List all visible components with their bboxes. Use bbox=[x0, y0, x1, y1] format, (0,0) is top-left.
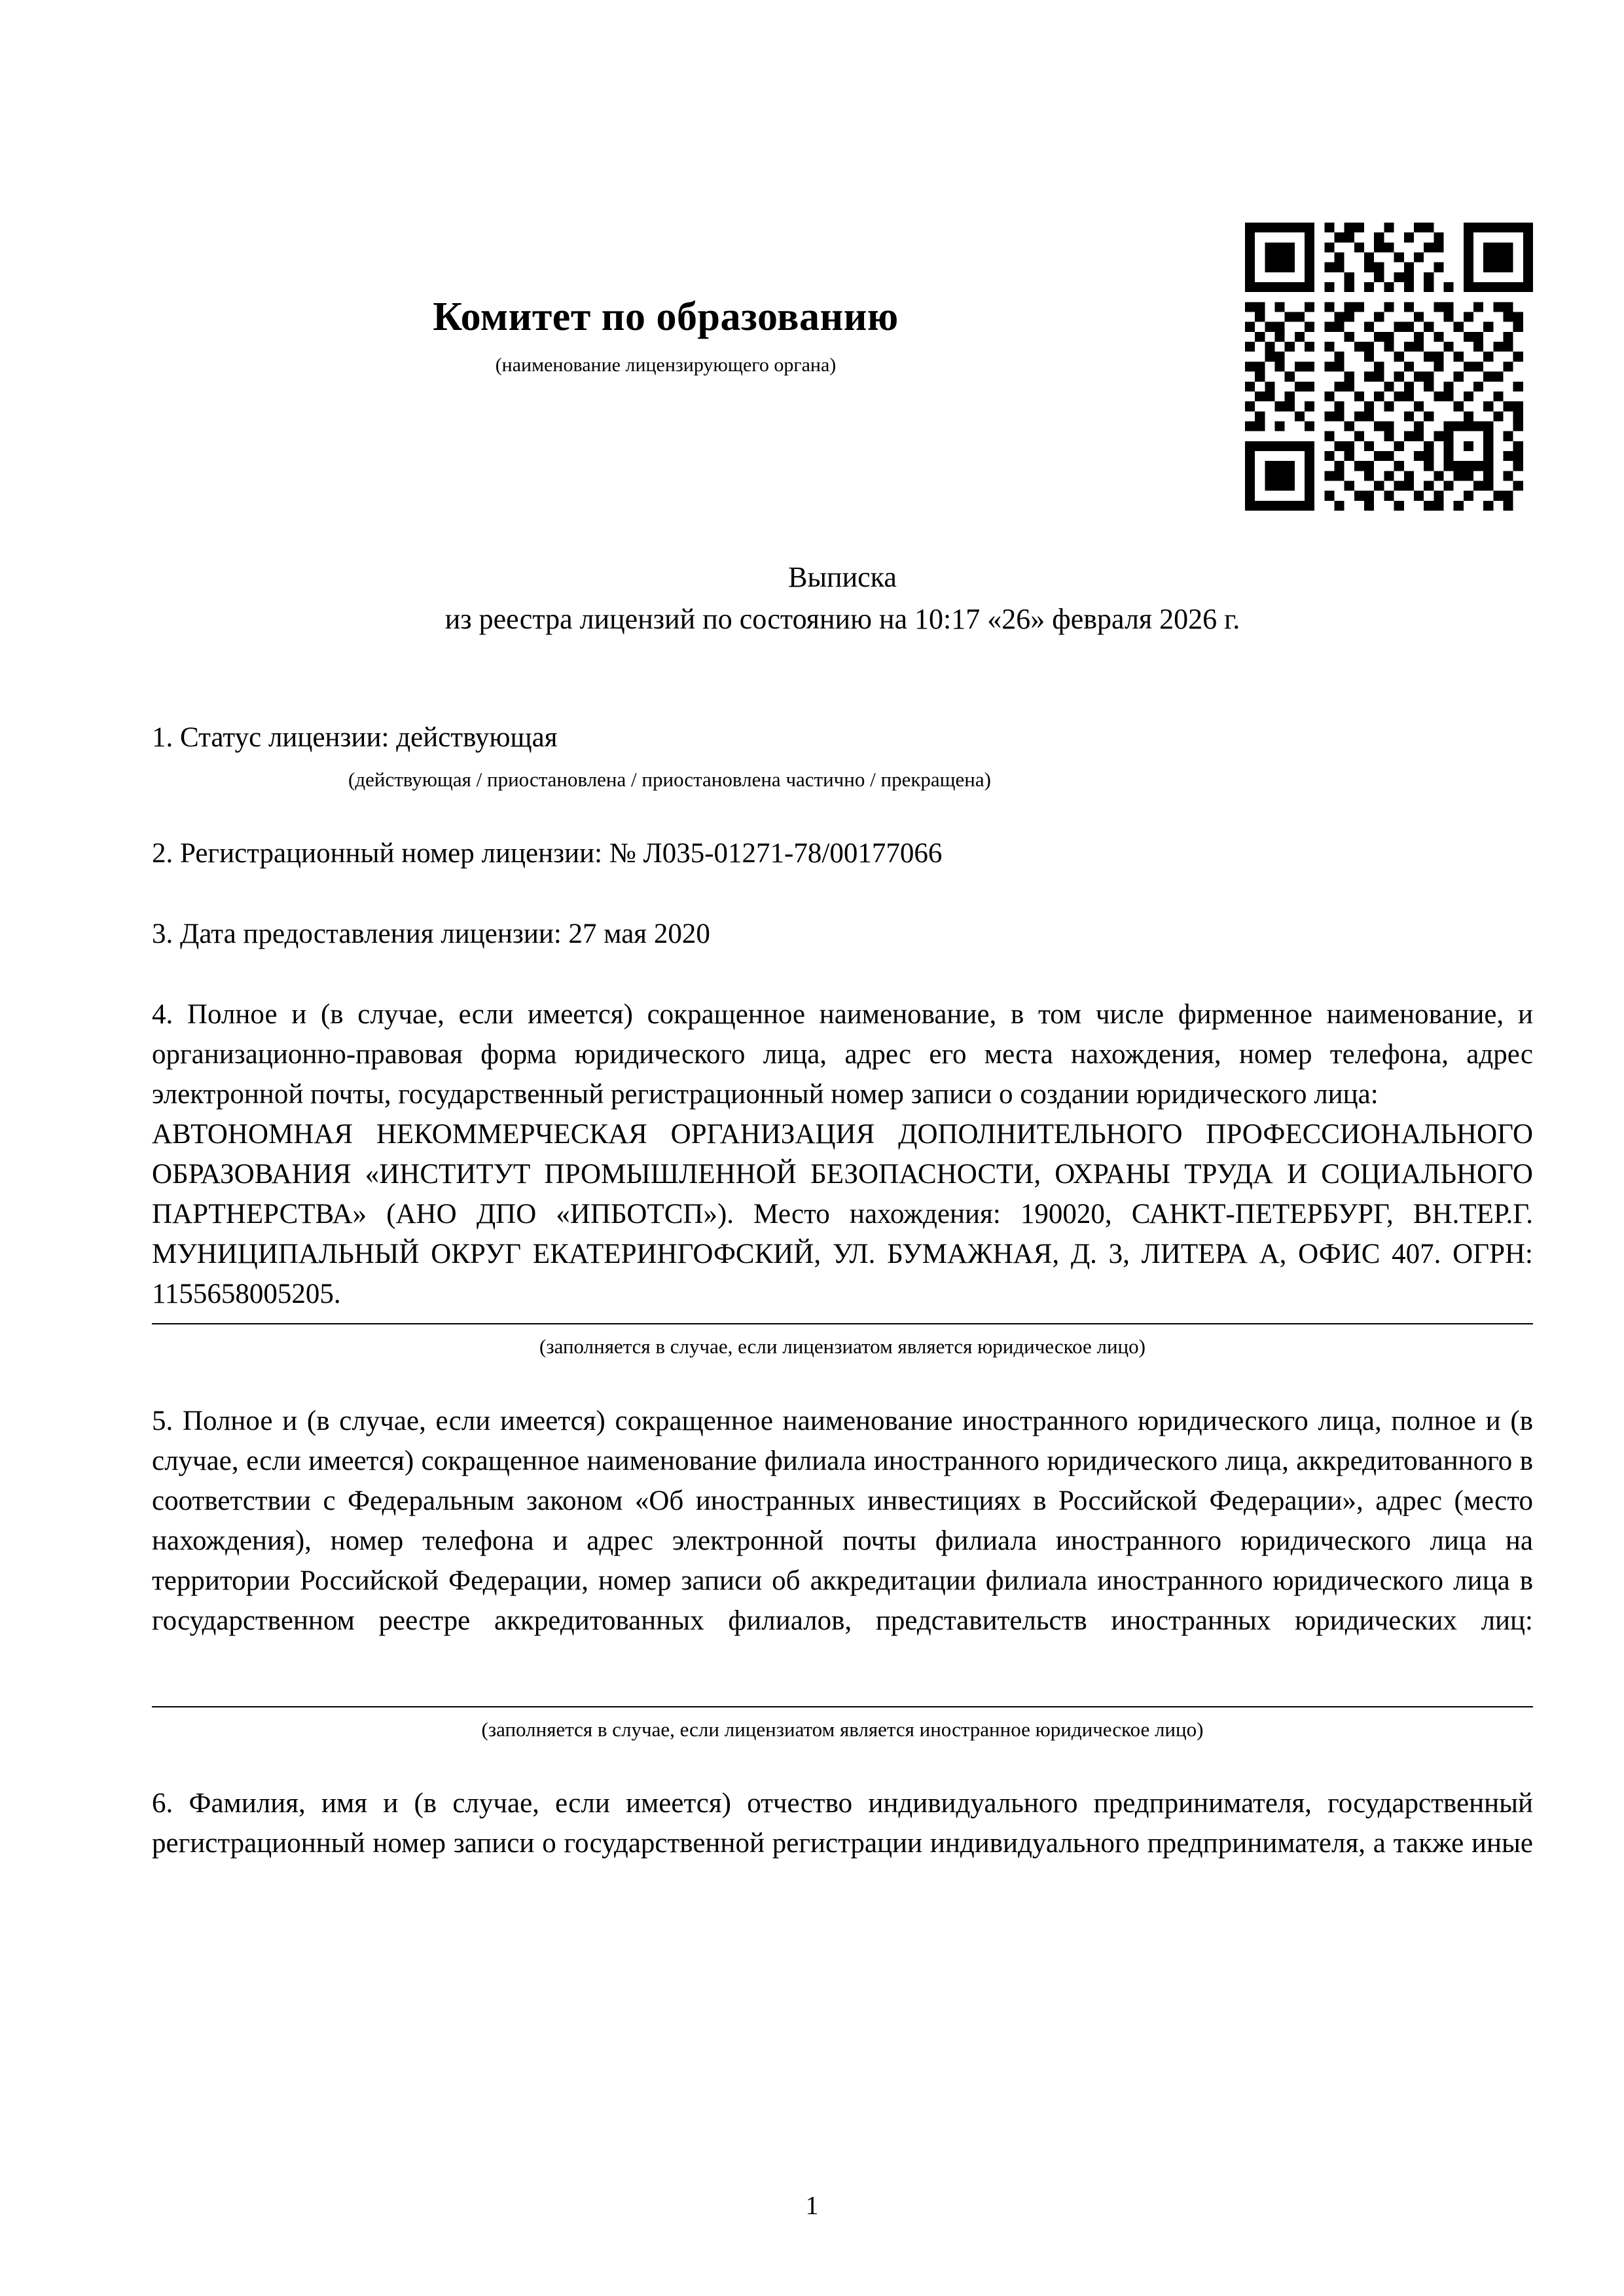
document-title bbox=[152, 556, 1533, 640]
clause-1-note: (действующая / приостановлена / приостановлена частично / прекращена) bbox=[348, 767, 991, 791]
clause-3-text: 3. Дата предоставления лицензии: 27 мая 2020 bbox=[152, 918, 710, 949]
document-header bbox=[152, 0, 1533, 376]
document-content bbox=[152, 0, 1533, 1863]
clause-4-note: (заполняется в случае, если лицензиатом является юридическое лицо) bbox=[539, 1335, 1146, 1358]
clause-5-text: 5. Полное и (в случае, если имеется) сокращенное наименование иностранного юридического лица, полное и (в случае, если имеется) сокращенное наименование филиала иностранного юридического лица, аккредитованного в соответствии с Федеральным законом «Об иностранных инвестициях в Российской Федерации», адрес (место нахождения), номер телефона и адрес электронной почты филиала иностранного юридического лица на территории Российской Федерации, номер записи об аккредитации филиала иностранного юридического лица в государственном реестре аккредитованных филиалов, представительств иностранных юридических лиц: bbox=[152, 1405, 1533, 1636]
divider bbox=[152, 1706, 1533, 1707]
qr-code-icon bbox=[1245, 223, 1533, 511]
page-title: Комитет по образованию bbox=[433, 295, 899, 339]
organization-caption: (наименование лицензирующего органа) bbox=[495, 354, 837, 376]
clause-4-value: АВТОНОМНАЯ НЕКОММЕРЧЕСКАЯ ОРГАНИЗАЦИЯ ДОПОЛНИТЕЛЬНОГО ПРОФЕССИОНАЛЬНОГО ОБРАЗОВАНИЯ «ИНСТИТУТ ПРОМЫШЛЕННОЙ БЕЗОПАСНОСТИ, ОХРАНЫ ТРУДА И СОЦИАЛЬНОГО ПАРТНЕРСТВА» (АНО ДПО «ИПБОТСП»). Место нахождения: 190020, САНКТ-ПЕТЕРБУРГ, ВН.ТЕР.Г. МУНИЦИПАЛЬНЫЙ ОКРУГ ЕКАТЕРИНГОФСКИЙ, УЛ. БУМАЖНАЯ, Д. 3, ЛИТЕРА А, ОФИС 407. ОГРН: 1155658005205. bbox=[152, 1119, 1533, 1310]
document-title-line-2: из реестра лицензий по состоянию на 10:17 «26» февраля 2026 г. bbox=[444, 602, 1240, 635]
divider bbox=[152, 1323, 1533, 1324]
clause-4-text: 4. Полное и (в случае, если имеется) сокращенное наименование, в том числе фирменное наименование, и организационно-правовая форма юридического лица, адрес его места нахождения, номер телефона, адрес электронной почты, государственный регистрационный номер записи о создании юридического лица: bbox=[152, 999, 1533, 1110]
document-title-line-1: Выписка bbox=[788, 561, 897, 593]
clause-1-text: 1. Статус лицензии: действующая bbox=[152, 721, 558, 753]
clause-5-note: (заполняется в случае, если лицензиатом является иностранное юридическое лицо) bbox=[481, 1717, 1204, 1741]
clause-2-text: 2. Регистрационный номер лицензии: № Л035-01271-78/00177066 bbox=[152, 837, 943, 869]
clause-5-blank-space bbox=[152, 1641, 1533, 1697]
clause-6-text: 6. Фамилия, имя и (в случае, если имеется) отчество индивидуального предпринимателя, государственный регистрационный номер записи о государственной регистрации индивидуального предпринимателя, а также иные bbox=[152, 1788, 1533, 1859]
page-number: 1 bbox=[805, 2191, 819, 2220]
